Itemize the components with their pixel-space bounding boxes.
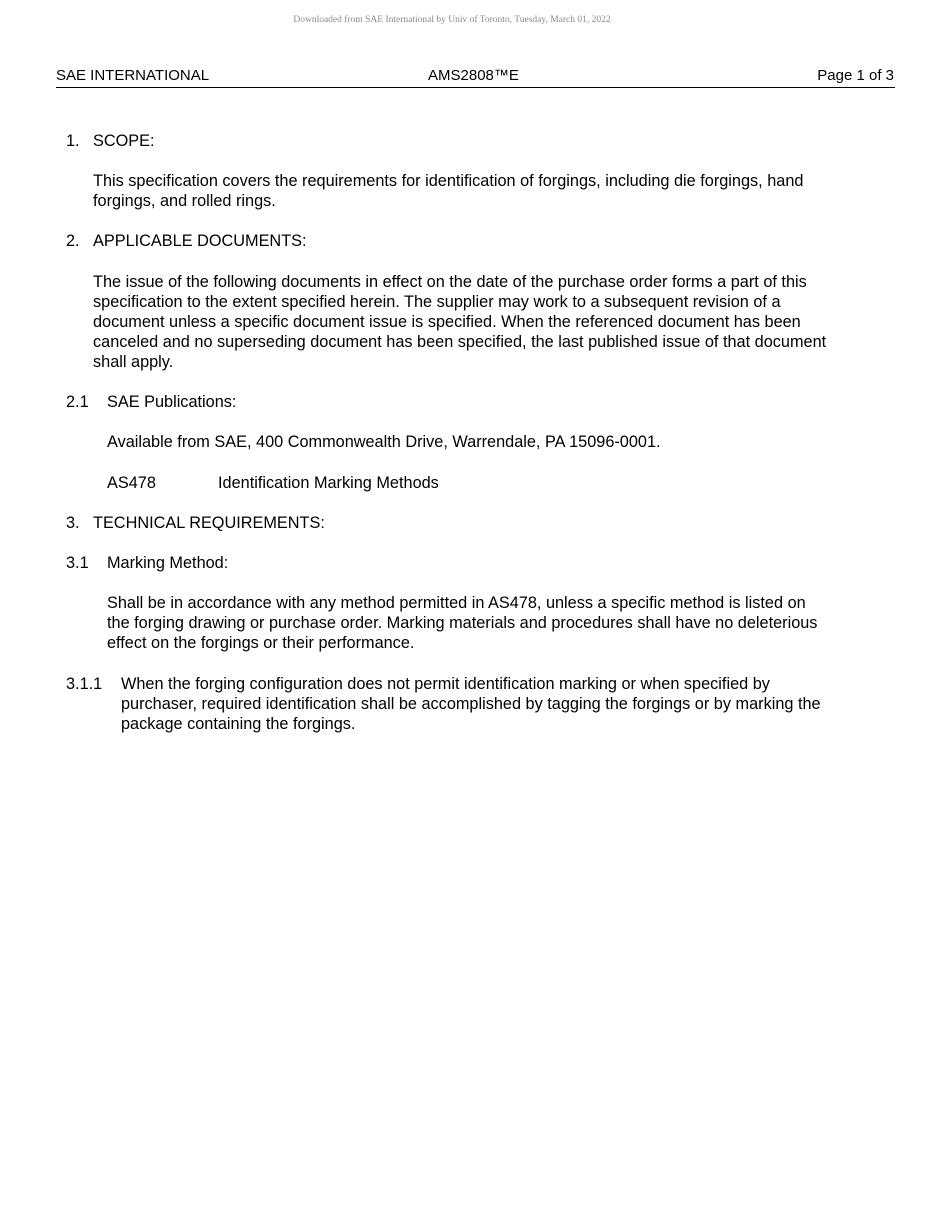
section-3-1-paragraph: [0, 593, 950, 653]
section-number: 2.: [66, 232, 80, 251]
section-2-1-heading: [0, 392, 950, 412]
page-header: [56, 66, 895, 88]
section-2-paragraph: [0, 272, 950, 372]
download-watermark: Downloaded from SAE International by Univ of Toronto, Tuesday, March 01, 2022: [293, 15, 611, 25]
paragraph-text: Shall be in accordance with any method permitted in AS478, unless a specific method is listed on the forging drawing or purchase order. Marking materials and procedures shall have no deleterious effect on the forgings or their performance.: [107, 594, 818, 653]
section-3-1-heading: [0, 553, 950, 573]
paragraph-text: Available from SAE, 400 Commonwealth Drive, Warrendale, PA 15096-0001.: [107, 433, 661, 452]
header-organization: SAE INTERNATIONAL: [56, 67, 210, 84]
section-title: SAE Publications:: [107, 393, 237, 412]
reference-title: Identification Marking Methods: [218, 473, 439, 492]
section-title: SCOPE:: [93, 132, 155, 150]
section-number: 1.: [66, 132, 80, 150]
paragraph-text: This specification covers the requirements for identification of forgings, including die forgings, hand forgings, and rolled rings.: [93, 172, 804, 211]
section-1-paragraph: [0, 171, 950, 211]
document-body: [0, 131, 950, 754]
section-3-heading: [0, 513, 950, 533]
section-2-heading: [0, 231, 950, 251]
section-number: 3.: [66, 513, 80, 532]
section-1-heading: [0, 131, 950, 151]
paragraph-text: When the forging configuration does not permit identification marking or when specified by purchaser, required identification shall be accomplished by tagging the forgings or by marking the package containing the forgings.: [121, 674, 821, 733]
header-page-number: Page 1 of 3: [817, 67, 894, 84]
section-2-1-paragraph: [0, 432, 950, 452]
paragraph-text: The issue of the following documents in effect on the date of the purchase order forms a part of this specification to the extent specified herein. The supplier may work to a subsequent revision of a document unless a specific document issue is specified. When the referenced document has been canceled and no superseding document has been specified, the last published issue of that document shall apply.: [93, 272, 827, 372]
section-title: TECHNICAL REQUIREMENTS:: [93, 513, 325, 532]
section-number: 3.1: [66, 553, 89, 572]
section-3-1-1-paragraph: [0, 674, 950, 734]
section-number: 3.1.1: [66, 674, 103, 693]
section-title: Marking Method:: [107, 553, 229, 572]
header-document-number: AMS2808™E: [428, 67, 519, 84]
section-title: APPLICABLE DOCUMENTS:: [93, 232, 307, 251]
reference-code: AS478: [107, 473, 156, 492]
reference-entry: [0, 473, 950, 493]
section-number: 2.1: [66, 393, 89, 412]
